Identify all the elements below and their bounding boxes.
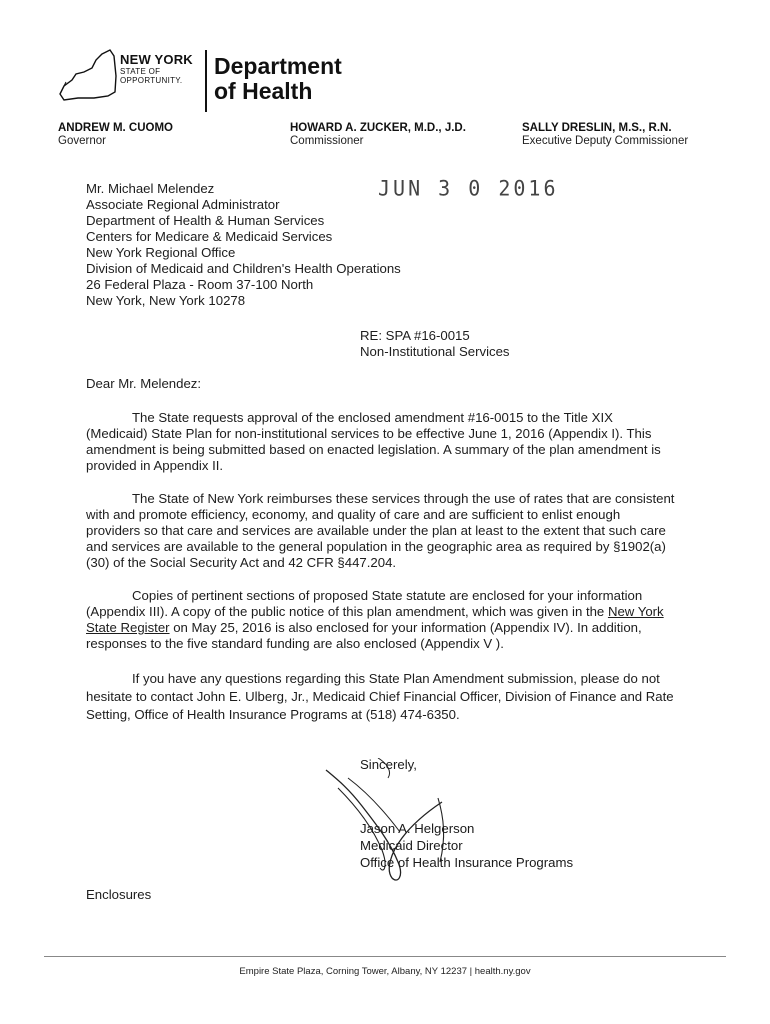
salutation: Dear Mr. Melendez:	[86, 376, 202, 391]
official-deputy-commissioner	[522, 122, 688, 147]
official-title: Governor	[58, 135, 106, 147]
ny-logo-line2	[120, 67, 182, 85]
address-line: Associate Regional Administrator	[86, 197, 280, 212]
paragraph-3	[86, 588, 676, 652]
paragraph-3-text-end: on May 25, 2016 is also enclosed for your information (Appendix IV). In addition, responses to the five standard funding are also enclosed (Appendix V ).	[86, 620, 642, 651]
address-line: Division of Medicaid and Children's Health Operations	[86, 261, 401, 276]
address-line: Centers for Medicare & Medicaid Services	[86, 229, 333, 244]
official-name: SALLY DRESLIN, M.S., R.N.	[522, 122, 672, 134]
footer-address: Empire State Plaza, Corning Tower, Albany, NY 12237 | health.ny.gov	[239, 966, 531, 977]
re-line: RE: SPA #16-0015	[360, 328, 470, 343]
department-line1: Department	[214, 53, 342, 79]
re-block	[360, 328, 510, 360]
closing-sincerely	[360, 756, 417, 773]
address-line: New York, New York 10278	[86, 293, 246, 308]
paragraph-4: If you have any questions regarding this State Plan Amendment submission, please do not hesitate to contact John E. Ulberg, Jr., Medicaid Chief Financial Officer, Division of Finance and Rate Setting, Office of Health Insurance Programs at (518) 474-6350.	[86, 671, 674, 722]
signer-office: Office of Health Insurance Programs	[360, 855, 574, 870]
signer-name: Jason A. Helgerson	[360, 821, 475, 836]
address-line: 26 Federal Plaza - Room 37-100 North	[86, 277, 314, 292]
enclosures-label: Enclosures	[86, 887, 152, 902]
ny-logo-state-of: STATE OF	[120, 67, 161, 76]
signature-block	[360, 820, 573, 871]
sincerely-text: Sincerely,	[360, 757, 417, 772]
address-line: New York Regional Office	[86, 245, 236, 260]
ny-logo-line1: NEW YORK	[120, 52, 193, 67]
department-line2: of Health	[214, 78, 313, 104]
recipient-address	[86, 181, 401, 309]
official-title: Executive Deputy Commissioner	[522, 135, 689, 147]
official-name: HOWARD A. ZUCKER, M.D., J.D.	[290, 122, 466, 134]
footer-divider	[44, 956, 726, 957]
official-commissioner	[290, 122, 466, 147]
signer-title: Medicaid Director	[360, 838, 463, 853]
official-governor	[58, 122, 173, 147]
address-line: Mr. Michael Melendez	[86, 181, 215, 196]
official-name: ANDREW M. CUOMO	[58, 122, 173, 134]
ny-state-register-reference: New York State Register	[86, 604, 664, 635]
ny-state-logo	[58, 46, 208, 112]
official-title: Commissioner	[290, 135, 364, 147]
ny-state-outline-icon	[58, 46, 120, 112]
address-line: Department of Health & Human Services	[86, 213, 325, 228]
paragraph-1: The State requests approval of the enclosed amendment #16-0015 to the Title XIX (Medicaid) State Plan for non-institutional services to be effective June 1, 2016 (Appendix I). This amendment is being submitted based on enacted legislation. A summary of the plan amendment is provided in Appendix II.	[86, 410, 661, 473]
ny-logo-opportunity: OPPORTUNITY.	[120, 76, 183, 85]
paragraph-2: The State of New York reimburses these services through the use of rates that are consistent with and promote efficiency, economy, and quality of care and are sufficient to enlist enough providers so that care and services are available under the plan at least to the extent that such care and services are available to the general population in the geographic area as required by §1902(a)(30) of the Social Security Act and 42 CFR §447.204.	[86, 491, 675, 570]
re-subject: Non-Institutional Services	[360, 344, 510, 359]
department-title	[214, 54, 342, 104]
paragraph-3-text: Copies of pertinent sections of proposed State statute are enclosed for your information (Appendix III). A copy of the public notice of this plan amendment, which was given in the	[86, 588, 643, 619]
date-stamp: JUN 3 0 2016	[378, 175, 559, 201]
letterhead-divider	[205, 50, 207, 112]
